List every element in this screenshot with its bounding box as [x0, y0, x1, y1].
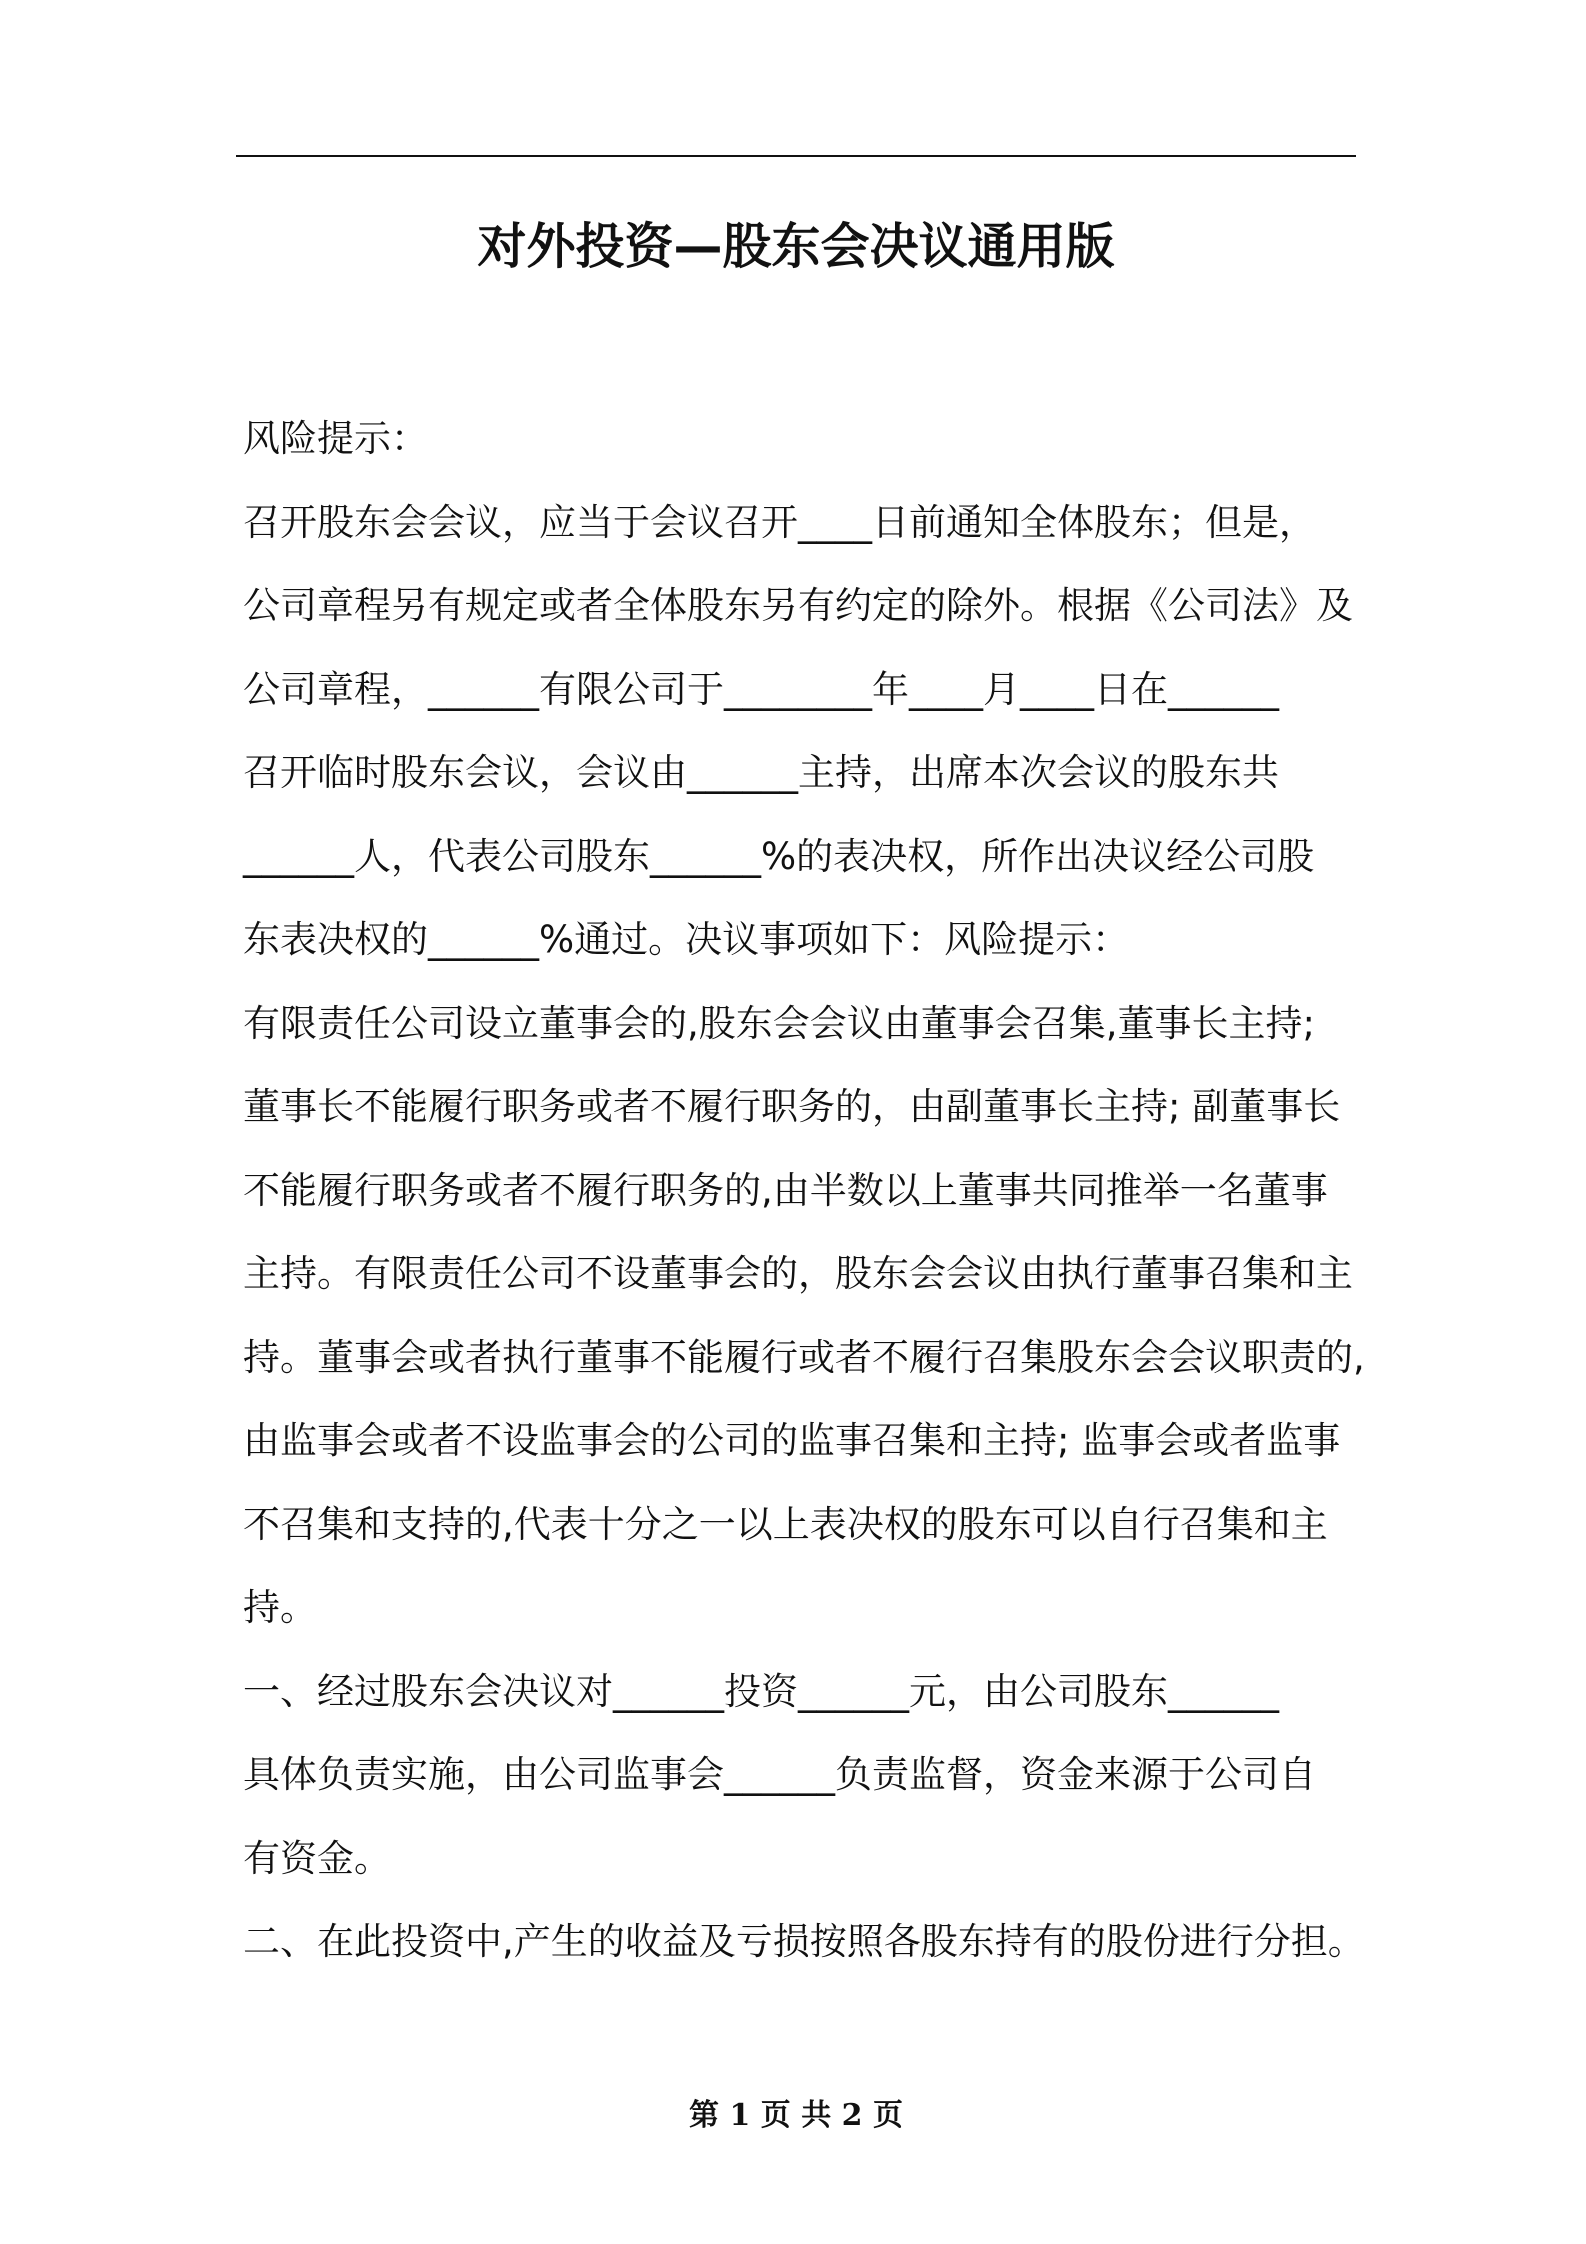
- text-line: 一、经过股东会决议对______投资______元，由公司股东______: [243, 1669, 1279, 1713]
- text-line: 不召集和支持的,代表十分之一以上表决权的股东可以自行召集和主: [243, 1502, 1328, 1546]
- text-line: 召开股东会会议，应当于会议召开____日前通知全体股东；但是，: [243, 500, 1316, 544]
- text-line: 不能履行职务或者不履行职务的,由半数以上董事共同推举一名董事: [243, 1168, 1328, 1212]
- document-body: [243, 397, 1373, 1984]
- text-line: 二、在此投资中,产生的收益及亏损按照各股东持有的股份进行分担。: [243, 1920, 1365, 1963]
- paragraph-resolution-item-1: [243, 1650, 1373, 1901]
- text-line: 召开临时股东会议，会议由______主持，出席本次会议的股东共: [243, 751, 1279, 794]
- header-rule: [236, 155, 1356, 157]
- text-line: 东表决权的______%通过。决议事项如下：风险提示：: [243, 918, 1130, 961]
- text-line: 有限责任公司设立董事会的,股东会会议由董事会召集,董事长主持;: [243, 1001, 1315, 1045]
- text-line: 风险提示：: [243, 417, 428, 460]
- text-line: 公司章程另有规定或者全体股东另有约定的除外。根据《公司法》及: [243, 584, 1353, 627]
- page-number-footer: 第 1 页 共 2 页: [689, 2098, 903, 2133]
- text-line: 有资金。: [243, 1836, 391, 1880]
- text-line: 董事长不能履行职务或者不履行职务的，由副董事长主持; 副董事长: [243, 1085, 1341, 1128]
- text-line: 持。: [243, 1586, 317, 1629]
- text-line: 由监事会或者不设监事会的公司的监事召集和主持; 监事会或者监事: [243, 1419, 1341, 1462]
- text-line: 公司章程，______有限公司于________年____月____日在______: [243, 667, 1279, 711]
- text-line: 持。董事会或者执行董事不能履行或者不履行召集股东会会议职责的,: [243, 1335, 1365, 1379]
- paragraph-board-rules: [243, 982, 1373, 1650]
- text-line: ______人，代表公司股东______%的表决权，所作出决议经公司股: [243, 834, 1315, 878]
- paragraph-resolution-item-2: [243, 1900, 1373, 1984]
- paragraph-risk-notice-1: [243, 397, 1373, 481]
- paragraph-meeting-notice: [243, 481, 1373, 982]
- text-line: 主持。有限责任公司不设董事会的，股东会会议由执行董事召集和主: [243, 1252, 1353, 1295]
- text-line: 具体负责实施，由公司监事会______负责监督，资金来源于公司自: [243, 1753, 1316, 1796]
- document-title: 对外投资—股东会决议通用版: [477, 218, 1115, 275]
